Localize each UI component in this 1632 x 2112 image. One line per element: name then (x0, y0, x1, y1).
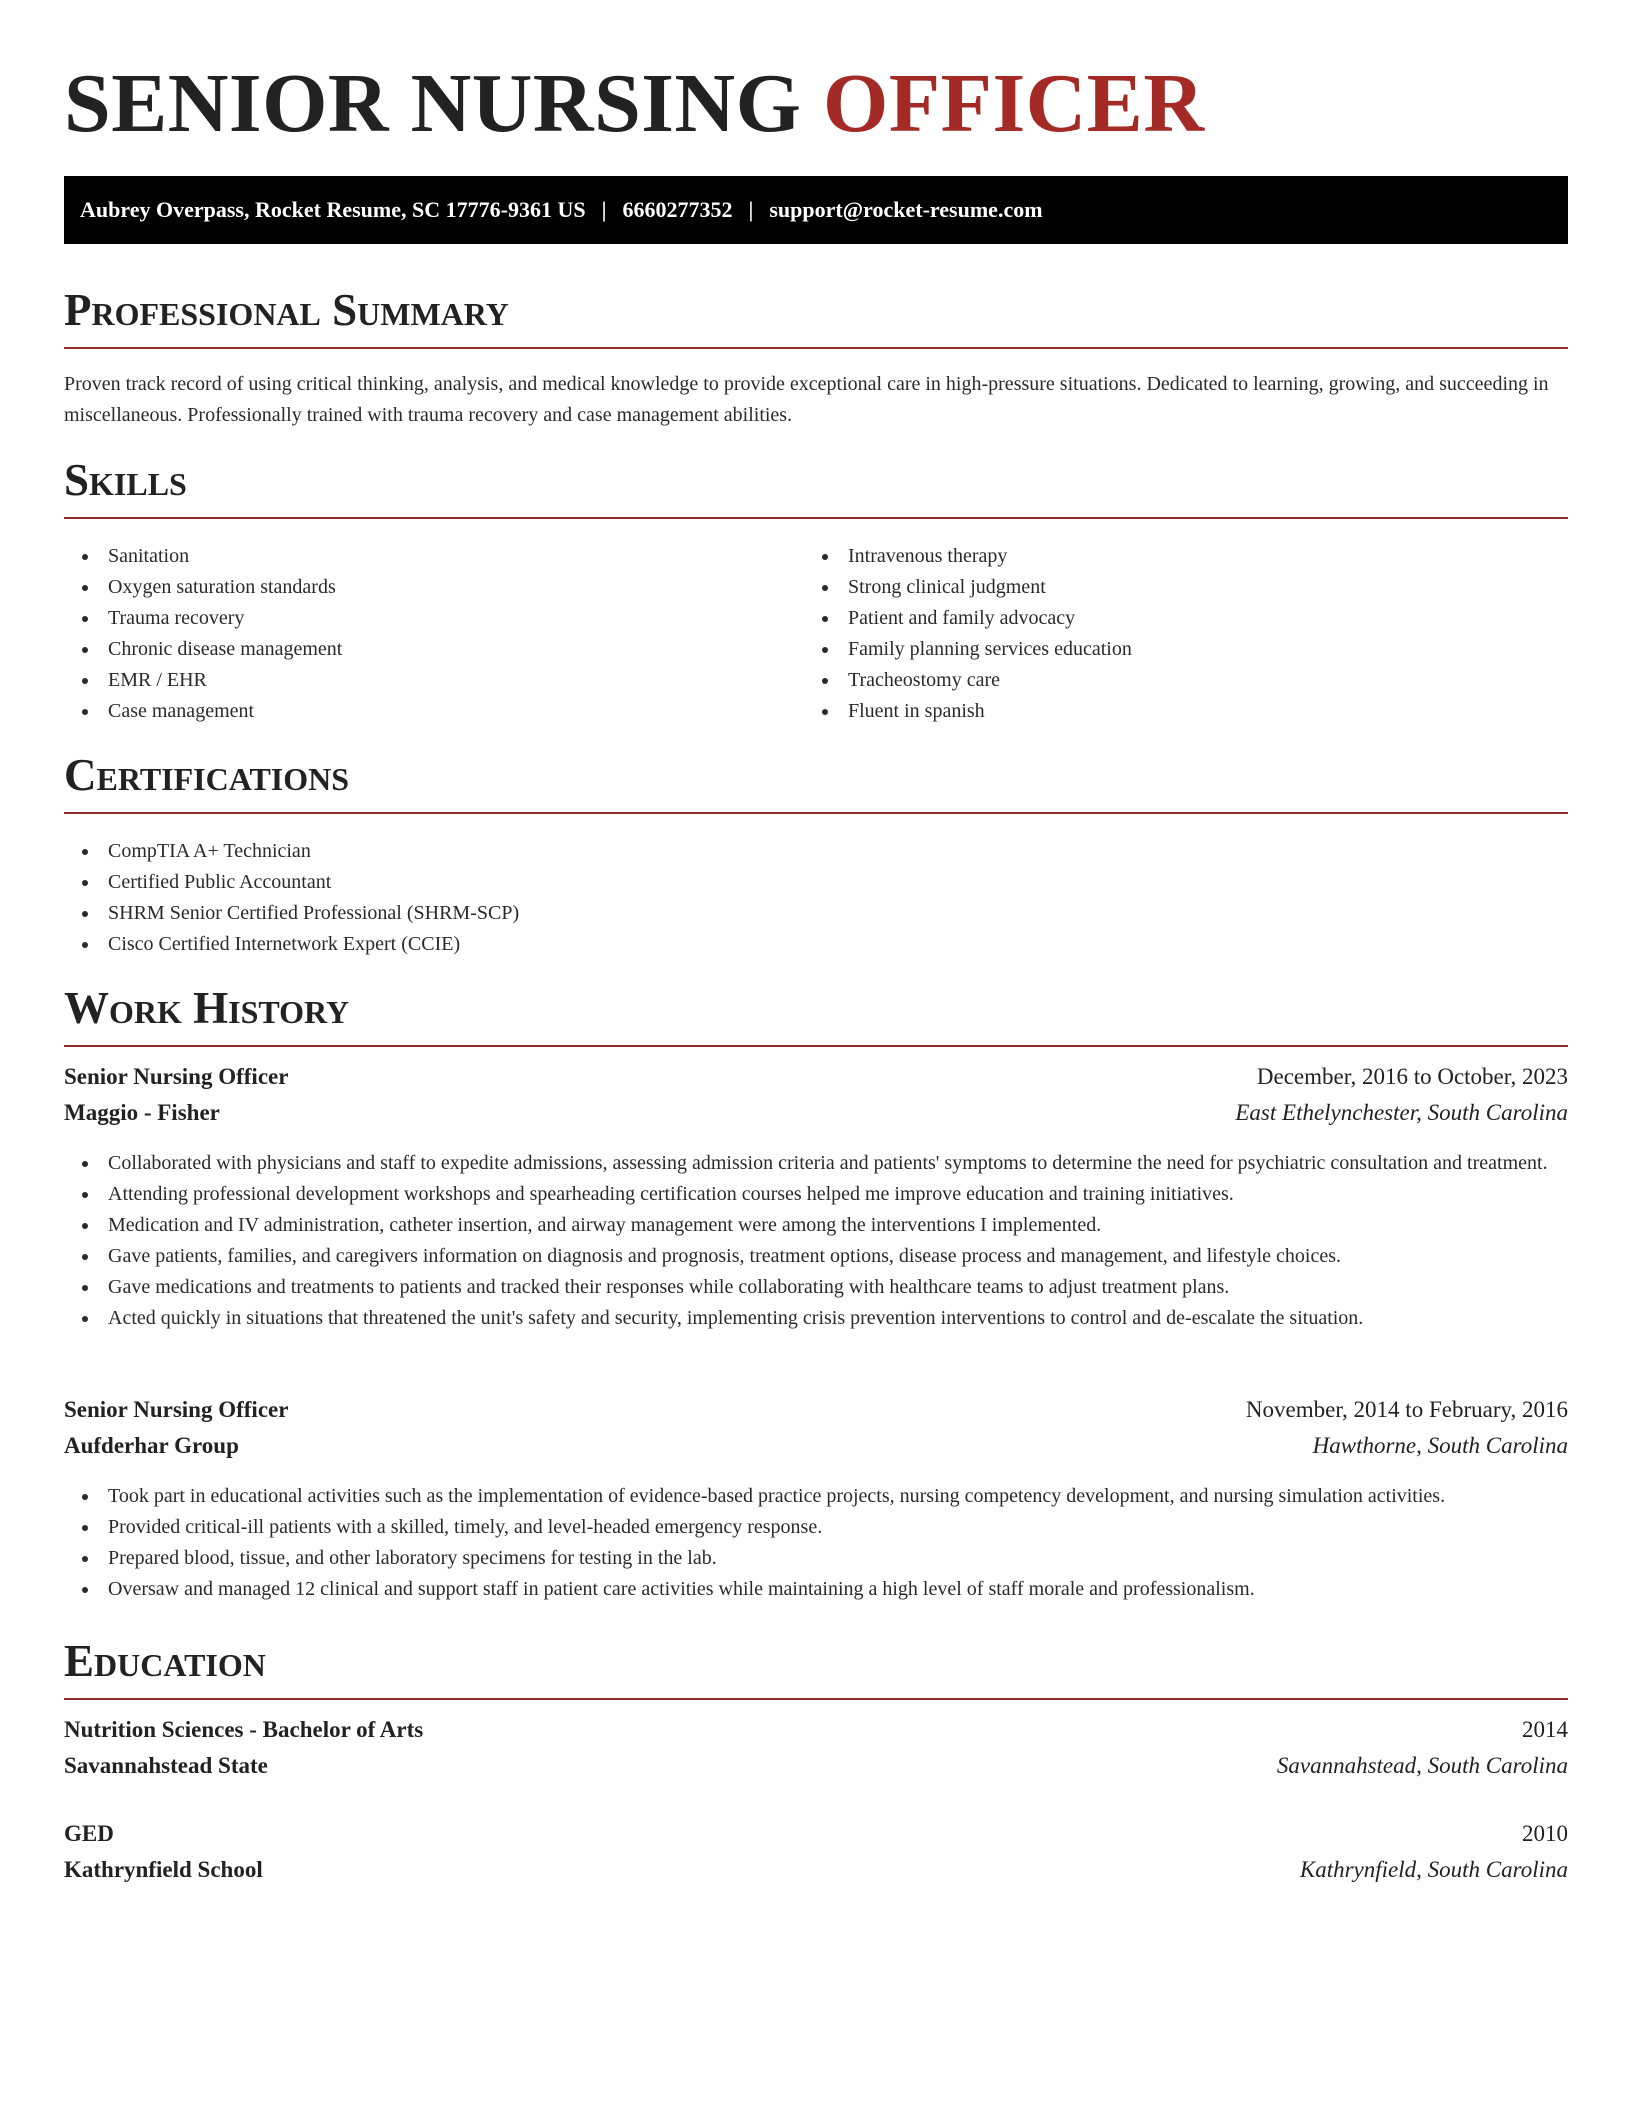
skills-right-list (804, 541, 1544, 727)
section-divider (64, 1045, 1568, 1047)
skill-item: Oxygen saturation standards (64, 572, 804, 603)
education-year: 2014 (1522, 1717, 1568, 1742)
skill-item: Case management (64, 696, 804, 727)
education-entry (64, 1717, 1568, 1789)
skills-left-list (64, 541, 804, 727)
job-bullet: Collaborated with physicians and staff to expedite admissions, assessing admission criteria and patients' symptoms to determine the need for psychiatric consultation and treatment. (64, 1148, 1568, 1179)
skill-item: Fluent in spanish (804, 696, 1544, 727)
job-bullet: Oversaw and managed 12 clinical and support staff in patient care activities while maintaining a high level of staff morale and professionalism. (64, 1574, 1568, 1605)
job-bullet: Gave patients, families, and caregivers information on diagnosis and prognosis, treatment options, disease process and management, and lifestyle choices. (64, 1241, 1568, 1272)
job-dates: November, 2014 to February, 2016 (1245, 1397, 1568, 1422)
job-bullet: Medication and IV administration, catheter insertion, and airway management were among the interventions I implemented. (64, 1210, 1568, 1241)
job-header (64, 1397, 1568, 1469)
education-school: Kathrynfield School (64, 1857, 263, 1882)
education-year: 2010 (1522, 1821, 1568, 1846)
education-school: Savannahstead State (64, 1753, 268, 1778)
skill-item: Intravenous therapy (804, 541, 1544, 572)
job-company: Aufderhar Group (64, 1433, 239, 1458)
job-bullet: Attending professional development workshops and spearheading certification courses helped me improve education and training initiatives. (64, 1179, 1568, 1210)
education-location: Kathrynfield, South Carolina (1299, 1857, 1568, 1882)
education-degree: Nutrition Sciences - Bachelor of Arts (64, 1717, 424, 1742)
skill-item: Patient and family advocacy (804, 603, 1544, 634)
contact-separator: | (748, 197, 754, 222)
job-location: East Ethelynchester, South Carolina (1235, 1100, 1568, 1125)
certifications-list (64, 836, 1568, 960)
section-divider (64, 347, 1568, 349)
education-degree: GED (64, 1821, 114, 1846)
job-header (64, 1064, 1568, 1136)
job-location: Hawthorne, South Carolina (1312, 1433, 1568, 1458)
contact-bar (64, 176, 1568, 244)
education-heading: Education (64, 1636, 266, 1686)
skill-item: Chronic disease management (64, 634, 804, 665)
skill-item: Tracheostomy care (804, 665, 1544, 696)
contact-address: Aubrey Overpass, Rocket Resume, SC 17776-9361 US (80, 197, 586, 222)
job-company: Maggio - Fisher (64, 1100, 220, 1125)
job-bullets (64, 1481, 1568, 1605)
education-entry (64, 1821, 1568, 1893)
certification-item: Certified Public Accountant (64, 867, 1568, 898)
certifications-heading: Certifications (64, 750, 350, 800)
job-bullet: Prepared blood, tissue, and other laboratory specimens for testing in the lab. (64, 1543, 1568, 1574)
skills-heading: Skills (64, 455, 187, 505)
certification-item: Cisco Certified Internetwork Expert (CCIE) (64, 929, 1568, 960)
section-divider (64, 1698, 1568, 1700)
certification-item: CompTIA A+ Technician (64, 836, 1568, 867)
skill-item: EMR / EHR (64, 665, 804, 696)
job-bullets (64, 1148, 1568, 1334)
resume-name-heading (64, 0, 1568, 166)
name-main: SENIOR NURSING (64, 57, 802, 150)
contact-email: support@rocket-resume.com (769, 197, 1043, 222)
job-bullet: Acted quickly in situations that threatened the unit's safety and security, implementing crisis prevention interventions to control and de-escalate the situation. (64, 1303, 1568, 1334)
resume-page (64, 0, 1568, 1882)
name-accent: OFFICER (823, 57, 1205, 150)
summary-text: Proven track record of using critical thinking, analysis, and medical knowledge to provide exceptional care in high-pressure situations. Dedicated to learning, growing, and succeeding in miscellaneous. Professionally trained with trauma recovery and case management abilities. (64, 373, 1549, 426)
skill-item: Sanitation (64, 541, 804, 572)
section-divider (64, 517, 1568, 519)
section-divider (64, 812, 1568, 814)
skill-item: Trauma recovery (64, 603, 804, 634)
job-role: Senior Nursing Officer (64, 1064, 289, 1089)
job-bullet: Gave medications and treatments to patients and tracked their responses while collaborating with healthcare teams to adjust treatment plans. (64, 1272, 1568, 1303)
skill-item: Strong clinical judgment (804, 572, 1544, 603)
summary-heading: Professional Summary (64, 285, 509, 335)
certification-item: SHRM Senior Certified Professional (SHRM-SCP) (64, 898, 1568, 929)
job-dates: December, 2016 to October, 2023 (1256, 1064, 1568, 1089)
skill-item: Family planning services education (804, 634, 1544, 665)
contact-separator: | (601, 197, 607, 222)
contact-phone: 6660277352 (622, 197, 733, 222)
education-location: Savannahstead, South Carolina (1276, 1753, 1568, 1778)
work-history-heading: Work History (64, 983, 350, 1033)
job-bullet: Took part in educational activities such as the implementation of evidence-based practice projects, nursing competency development, and nursing simulation activities. (64, 1481, 1568, 1512)
job-role: Senior Nursing Officer (64, 1397, 289, 1422)
job-bullet: Provided critical-ill patients with a skilled, timely, and level-headed emergency response. (64, 1512, 1568, 1543)
